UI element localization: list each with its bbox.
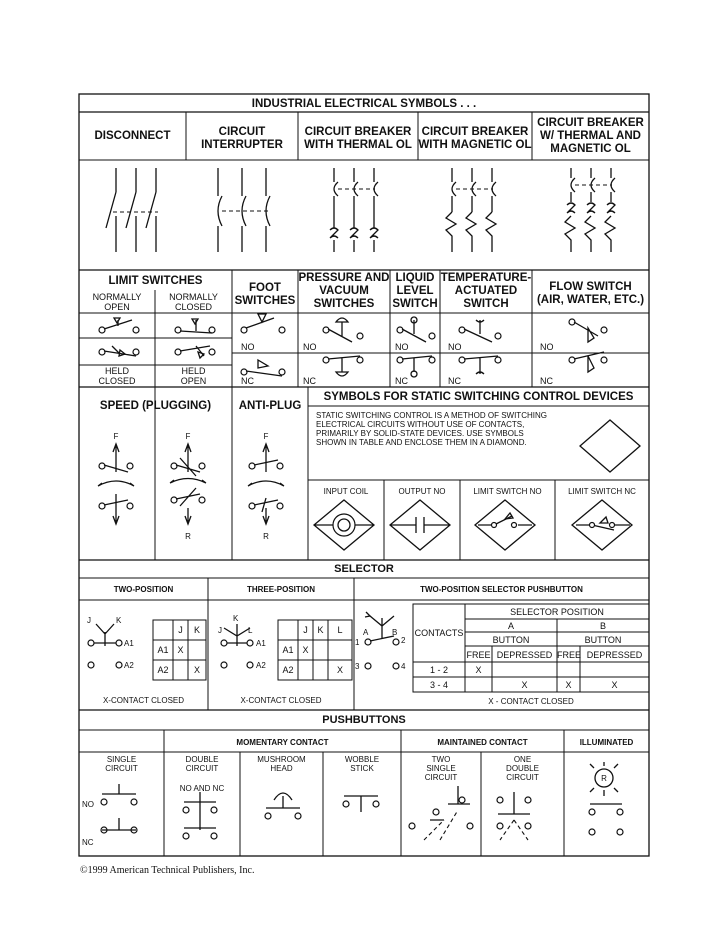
selector-position-header: SELECTOR POSITION	[510, 607, 604, 617]
cell-34-a-dep: X	[521, 680, 528, 690]
cb-thermal-magnetic-label: CIRCUIT BREAKER W/ THERMAL AND MAGNETIC OL	[537, 117, 644, 155]
speed-f-1: F	[113, 432, 119, 441]
two-position-label: TWO-POSITION	[113, 585, 174, 594]
liquid-nc: NC	[395, 376, 408, 386]
tbl3-x1: X	[302, 645, 309, 655]
pressure-nc: NC	[303, 376, 316, 386]
normally-closed-label: NORMALLY CLOSED	[169, 292, 218, 312]
tbl3-a2: A2	[282, 665, 294, 675]
static-input-coil-symbol	[314, 500, 374, 550]
tbl3-j: J	[303, 625, 308, 635]
static-limit-nc-symbol	[572, 500, 632, 550]
limit-switch-nc-label: LIMIT SWITCH NC	[568, 487, 636, 496]
input-coil-label: INPUT COIL	[323, 487, 369, 496]
flow-nc: NC	[540, 376, 553, 386]
pressure-no: NO	[303, 342, 317, 352]
no-and-nc-label: NO AND NC	[179, 784, 225, 793]
selector-pushbutton-symbol	[365, 612, 399, 669]
x-contact-closed-2: X-CONTACT CLOSED	[240, 696, 322, 705]
two-pos-j: J	[87, 616, 91, 625]
three-pos-k: K	[233, 614, 239, 623]
two-pos-pushbutton-label: TWO-POSITION SELECTOR PUSHBUTTON	[420, 585, 583, 594]
tbl2-k: K	[193, 625, 200, 635]
pb-two-single-symbol	[409, 786, 473, 840]
static-text: STATIC SWITCHING CONTROL IS A METHOD OF SWITCHING ELECTRICAL CIRCUITS WITHOUT USE OF CONTACTS, PRIMARILY BY SOLID-STATE DEVICES. USE SYMBOLS SHOWN IN TABLE AND ENCLOSE THEM IN A DIAMOND.	[316, 411, 547, 447]
col-b-free: FREE	[557, 650, 582, 660]
static-output-no-symbol	[390, 500, 450, 550]
pb-single-nc-symbol	[101, 818, 137, 833]
circuit-interrupter-symbol	[218, 168, 270, 252]
cell-12-a-free: X	[475, 665, 482, 675]
speed-plugging-symbol	[98, 444, 206, 524]
pb-wobble-symbol	[343, 796, 379, 812]
tbl2-j: J	[178, 625, 183, 635]
speed-r: R	[185, 532, 191, 541]
page-title: INDUSTRIAL ELECTRICAL SYMBOLS . . .	[251, 98, 477, 110]
tbl3-l: L	[337, 625, 343, 635]
static-limit-no-symbol	[475, 500, 535, 550]
foot-no: NO	[241, 342, 255, 352]
row-3-4: 3 - 4	[429, 680, 448, 690]
three-position-label: THREE-POSITION	[246, 585, 315, 594]
sp-4: 4	[401, 662, 406, 671]
tbl2-x2: X	[193, 665, 200, 675]
cell-34-b-free: X	[565, 680, 572, 690]
disconnect-symbol	[106, 168, 158, 252]
pressure-switch-symbols	[323, 318, 363, 376]
x-contact-closed-3: X - CONTACT CLOSED	[488, 697, 574, 706]
sp-a: A	[363, 628, 369, 637]
col-b: B	[599, 621, 606, 631]
limit-switches-label: LIMIT SWITCHES	[108, 275, 203, 287]
two-position-selector-symbol	[88, 624, 122, 668]
limit-switch-no-label: LIMIT SWITCH NO	[473, 487, 542, 496]
temp-no: NO	[448, 342, 462, 352]
tbl3-k: K	[317, 625, 324, 635]
flow-switch-symbols	[569, 319, 607, 372]
two-pos-a2: A2	[124, 661, 134, 670]
col-b-depressed: DEPRESSED	[586, 650, 643, 660]
pb-nc-label: NC	[82, 838, 94, 847]
col-a: A	[507, 621, 514, 631]
col-a-free: FREE	[466, 650, 491, 660]
three-pos-a1: A1	[256, 639, 266, 648]
anti-f: F	[263, 432, 269, 441]
cb-thermal-label: CIRCUIT BREAKER WITH THERMAL OL	[304, 126, 412, 151]
cell-34-b-dep: X	[611, 680, 618, 690]
output-no-label: OUTPUT NO	[398, 487, 446, 496]
col-a-depressed: DEPRESSED	[496, 650, 553, 660]
cb-thermal-magnetic-symbol	[565, 168, 615, 252]
two-pos-k: K	[116, 616, 122, 625]
col-b-button: BUTTON	[584, 635, 622, 645]
momentary-label: MOMENTARY CONTACT	[236, 738, 329, 747]
sp-b: B	[392, 628, 398, 637]
temp-nc: NC	[448, 376, 461, 386]
liquid-level-label: LIQUID LEVEL SWITCH	[392, 272, 438, 310]
speed-f-2: F	[185, 432, 191, 441]
illuminated-label: ILLUMINATED	[579, 738, 634, 747]
pressure-vacuum-label: PRESSURE AND VACUUM SWITCHES	[298, 272, 390, 310]
two-pos-a1: A1	[124, 639, 134, 648]
pb-mushroom-symbol	[265, 793, 301, 819]
mushroom-label: MUSHROOM HEAD	[257, 755, 306, 773]
col-a-button: BUTTON	[492, 635, 530, 645]
speed-plugging-label: SPEED (PLUGGING)	[99, 400, 212, 412]
pb-one-double-symbol	[497, 792, 531, 840]
anti-r: R	[263, 532, 269, 541]
one-double-label: ONE DOUBLE CIRCUIT	[506, 755, 539, 782]
temperature-switch-symbols	[459, 320, 501, 374]
wobble-label: WOBBLE STICK	[344, 755, 380, 773]
static-title: SYMBOLS FOR STATIC SWITCHING CONTROL DEVICES	[323, 391, 634, 403]
pb-no-label: NO	[82, 800, 94, 809]
foot-switches-label: FOOT SWITCHES	[234, 282, 296, 307]
foot-nc: NC	[241, 376, 254, 386]
static-diamond-large	[580, 420, 640, 472]
normally-open-label: NORMALLY OPEN	[92, 292, 142, 312]
three-pos-l: L	[248, 626, 253, 635]
single-circuit-label: SINGLE CIRCUIT	[105, 755, 138, 773]
circuit-interrupter-label: CIRCUIT INTERRUPTER	[201, 126, 283, 151]
tbl2-a1: A1	[157, 645, 169, 655]
cb-thermal-symbol	[330, 168, 378, 252]
selector-title: SELECTOR	[334, 563, 394, 575]
copyright: ©1999 American Technical Publishers, Inc.	[80, 865, 255, 876]
cb-magnetic-label: CIRCUIT BREAKER WITH MAGNETIC OL	[418, 126, 532, 151]
anti-plug-symbol	[248, 444, 284, 524]
three-pos-a2: A2	[256, 661, 266, 670]
maintained-label: MAINTAINED CONTACT	[437, 738, 528, 747]
liquid-no: NO	[395, 342, 409, 352]
held-closed-label: HELD CLOSED	[98, 366, 136, 386]
disconnect-label: DISCONNECT	[94, 130, 171, 142]
held-open-label: HELD OPEN	[180, 366, 207, 386]
tbl2-a2: A2	[157, 665, 169, 675]
flow-switch-label: FLOW SWITCH (AIR, WATER, ETC.)	[536, 281, 645, 306]
double-circuit-label: DOUBLE CIRCUIT	[185, 755, 219, 773]
illuminated-r: R	[601, 774, 607, 783]
pb-double-symbol	[183, 792, 217, 839]
anti-plug-label: ANTI-PLUG	[238, 400, 302, 412]
pb-illuminated-symbol	[589, 762, 623, 835]
sp-1: 1	[355, 638, 360, 647]
three-pos-j: J	[218, 626, 222, 635]
flow-no: NO	[540, 342, 554, 352]
row-1-2: 1 - 2	[429, 665, 448, 675]
x-contact-closed-1: X-CONTACT CLOSED	[102, 696, 185, 705]
temperature-label: TEMPERATURE- ACTUATED SWITCH	[440, 272, 532, 310]
sp-2: 2	[401, 636, 406, 645]
contacts-header: CONTACTS	[414, 628, 464, 638]
pushbuttons-title: PUSHBUTTONS	[322, 714, 406, 726]
two-single-label: TWO SINGLE CIRCUIT	[424, 755, 458, 782]
tbl2-x1: X	[177, 645, 184, 655]
cb-magnetic-symbol	[446, 168, 496, 252]
sp-3: 3	[355, 662, 360, 671]
tbl3-a1: A1	[282, 645, 294, 655]
pb-single-no-symbol	[101, 784, 137, 805]
tbl3-x2: X	[336, 665, 343, 675]
